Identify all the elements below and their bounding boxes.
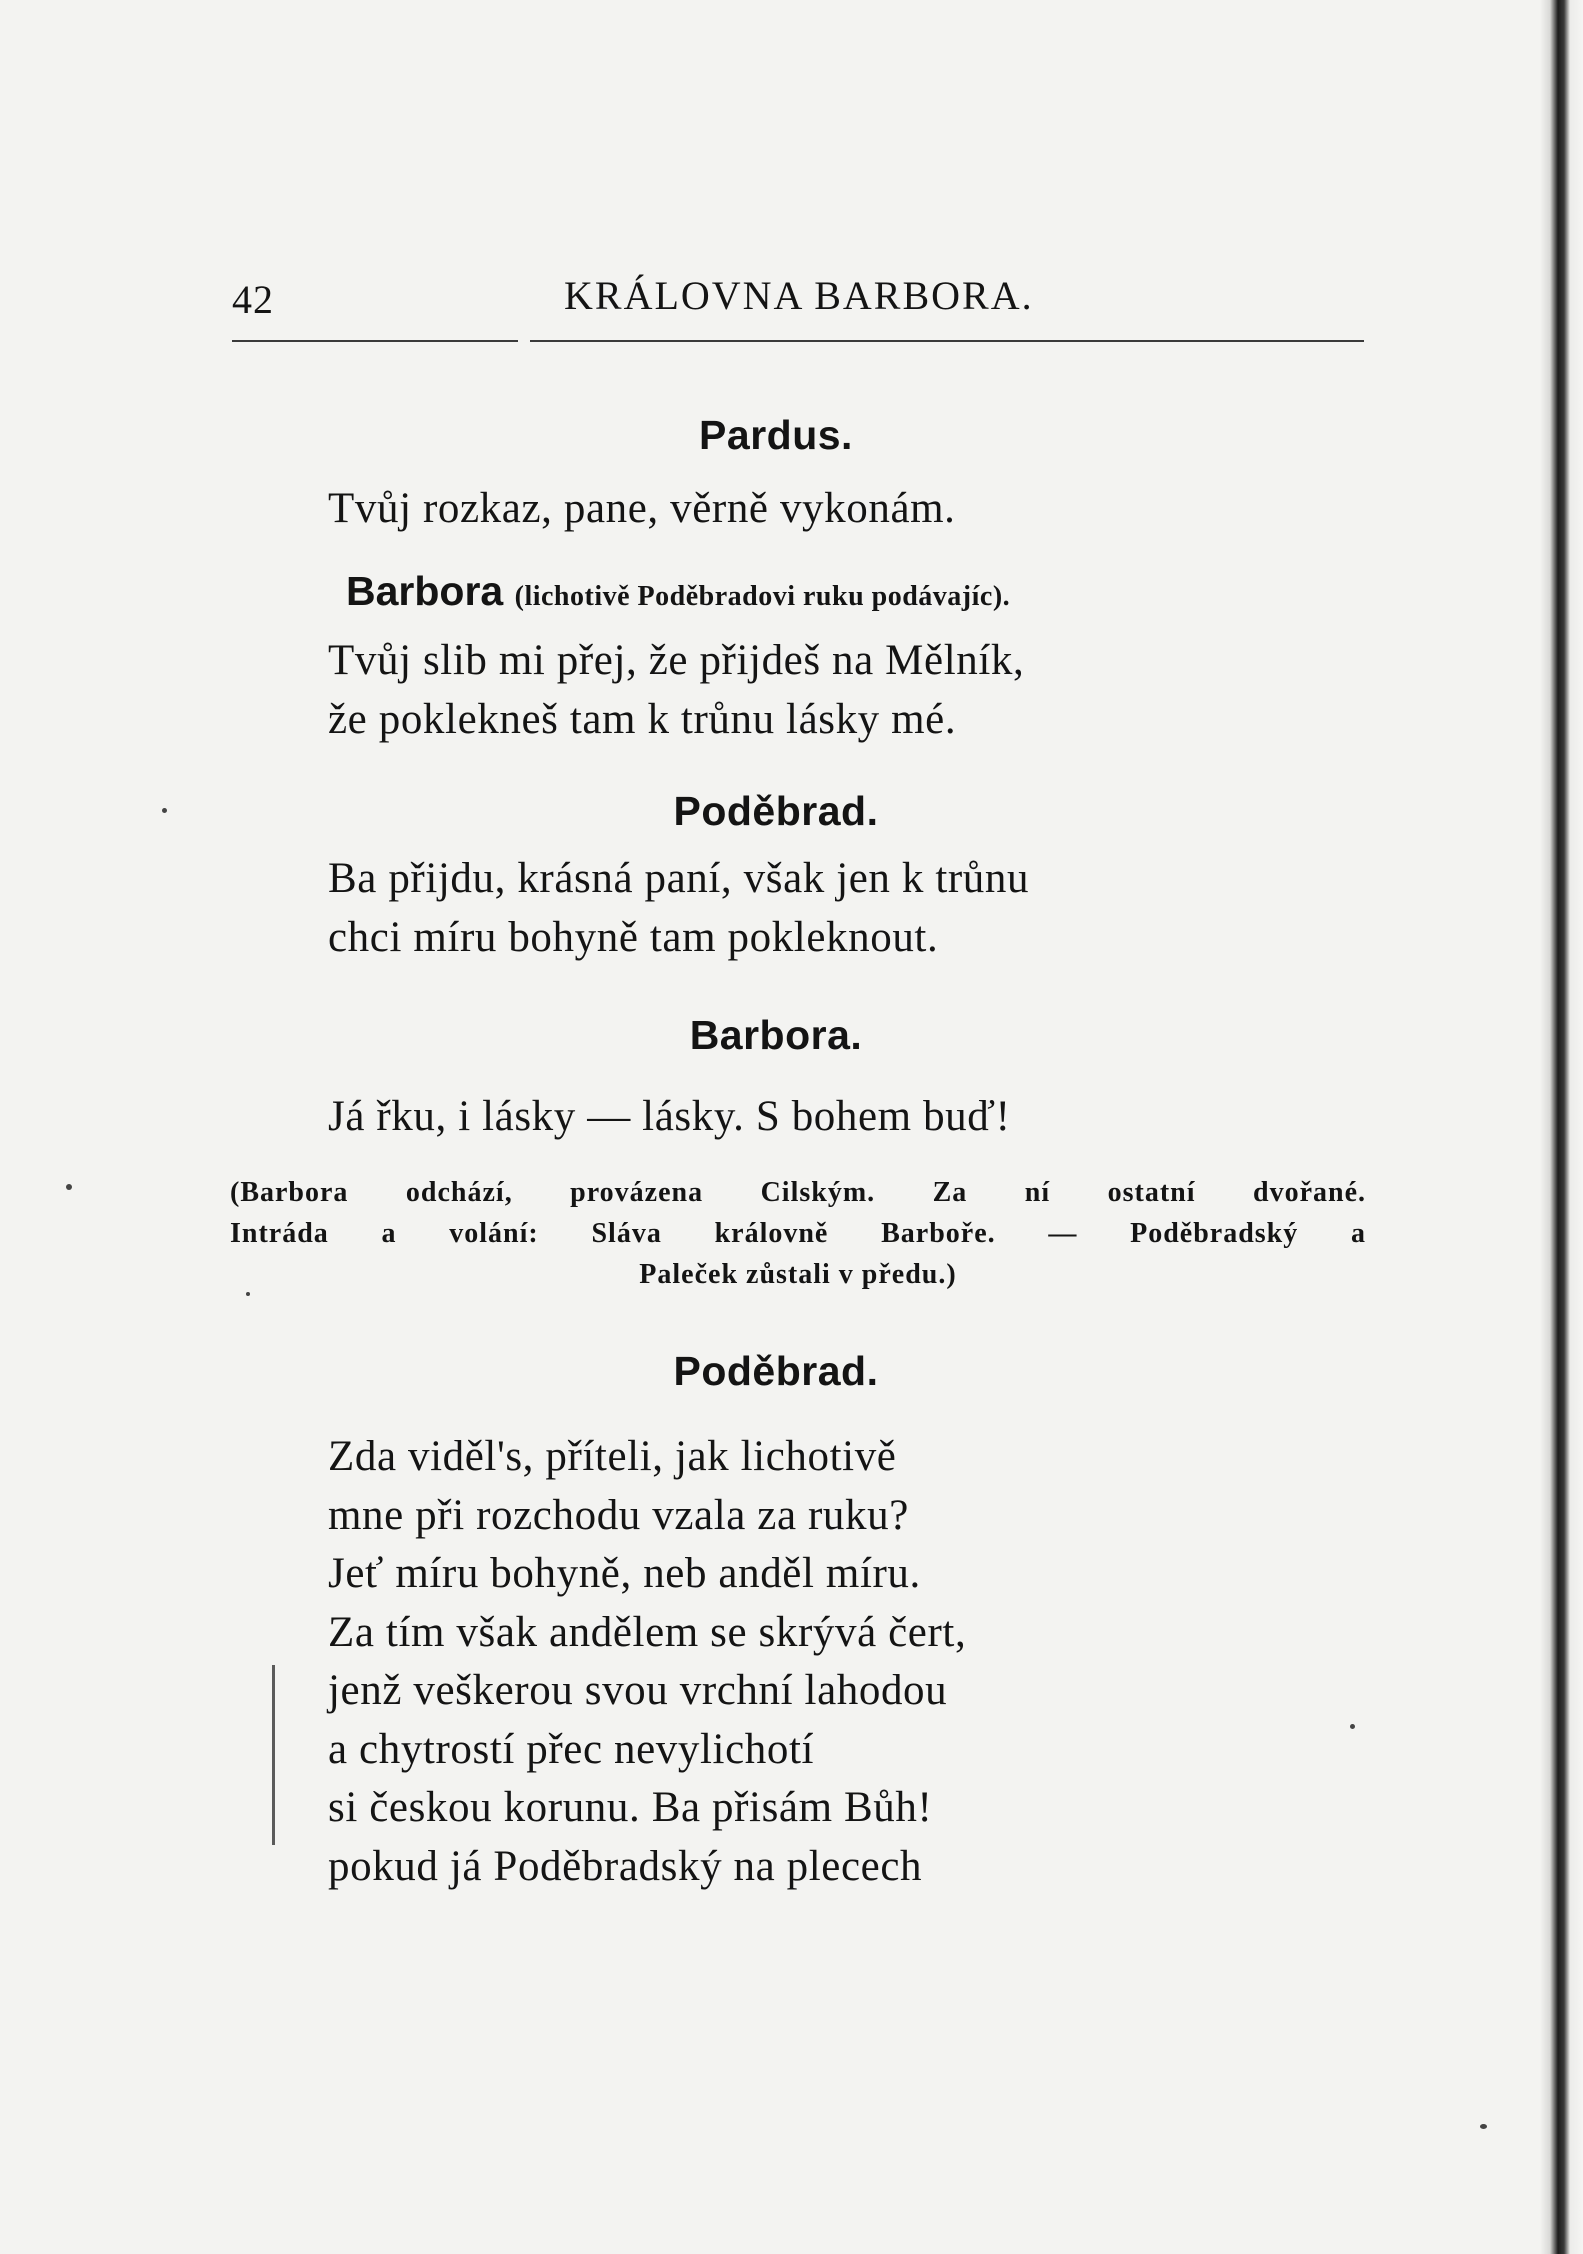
speaker-name: Poděbrad. (673, 788, 879, 834)
speaker-name: Barbora. (689, 1012, 863, 1058)
verse-line: Ba přijdu, krásná paní, však jen k trůnu (328, 855, 1030, 902)
verse-line: Za tím však andělem se skrývá čert, (328, 1608, 967, 1656)
verse-line: že poklekneš tam k trůnu lásky mé. (328, 695, 957, 743)
stage-direction-line: (Barbora odchází, provázena Cilským. Za ní ostatní dvořané. (230, 1177, 1366, 1208)
speaker-name: Poděbrad. (673, 1348, 879, 1394)
scan-speck (1350, 1724, 1355, 1729)
verse-line: pokud já Poděbradský na plecech (328, 1842, 923, 1890)
verse-block (328, 480, 956, 539)
running-title: KRÁLOVNA BARBORA. (564, 273, 1034, 318)
verse-line: Tvůj rozkaz, pane, věrně vykonám. (328, 485, 956, 532)
verse-line: si českou korunu. Ba přisám Bůh! (328, 1784, 933, 1831)
page-edge-shadow (1540, 0, 1583, 2254)
speaker-name: Pardus. (699, 412, 853, 458)
scan-speck (1480, 2124, 1487, 2129)
verse-line: jenž veškerou svou vrchní lahodou (328, 1667, 948, 1714)
scan-speck (246, 1292, 250, 1296)
margin-mark (272, 1665, 275, 1845)
verse-line: a chytrostí přec nevylichotí (328, 1725, 815, 1773)
page-number: 42 (232, 277, 274, 322)
stage-direction (230, 1172, 1366, 1295)
verse-line: Jeť míru bohyně, neb anděl míru. (328, 1550, 921, 1597)
verse-line: Zda viděl's, příteli, jak lichotivě (328, 1433, 897, 1480)
stage-note: (lichotivě Poděbradovi ruku podávajíc). (514, 581, 1011, 612)
verse-line: mne při rozchodu vzala za ruku? (328, 1491, 909, 1539)
verse-line: Tvůj slib mi přej, že přijdeš na Mělník, (328, 637, 1025, 684)
scan-speck (66, 1184, 72, 1190)
scan-speck (162, 808, 167, 813)
speaker-line (346, 568, 1010, 615)
speaker-name: Barbora (346, 568, 504, 614)
header-rule (530, 340, 1364, 342)
verse-block (328, 850, 1029, 967)
verse-line: chci míru bohyně tam pokleknout. (328, 913, 939, 961)
verse-block (328, 1428, 966, 1896)
verse-block (328, 1088, 1011, 1147)
header-rule (232, 340, 518, 342)
verse-line: Já řku, i lásky — lásky. S bohem buď! (328, 1093, 1011, 1140)
stage-direction-line: Intráda a volání: Sláva královně Barboře. — Poděbradský a (230, 1218, 1366, 1249)
stage-direction-line: Paleček zůstali v předu.) (639, 1259, 957, 1290)
verse-block (328, 632, 1024, 749)
page-header (232, 266, 1362, 336)
